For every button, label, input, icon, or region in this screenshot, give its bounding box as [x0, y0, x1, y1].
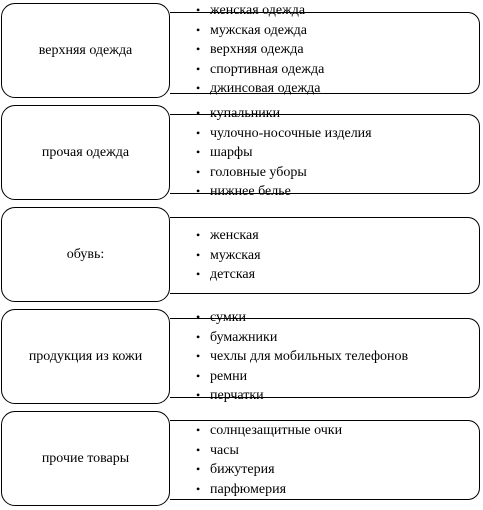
group-other-goods	[0, 411, 483, 508]
category-box	[1, 207, 170, 302]
category-box	[1, 309, 170, 404]
list-item: • чехлы для мобильных телефонов	[196, 347, 408, 367]
list-item: • чулочно-носочные изделия	[196, 124, 372, 144]
items-list	[196, 1, 324, 99]
list-item: • спортивная одежда	[196, 60, 324, 80]
list-item: • детская	[196, 265, 261, 285]
category-box	[1, 105, 170, 200]
list-item: • верхняя одежда	[196, 40, 324, 60]
list-item: • парфюмерия	[196, 480, 342, 500]
category-box	[1, 3, 170, 98]
list-item: • сумки	[196, 308, 408, 328]
category-box	[1, 411, 170, 506]
category-label: прочие товары	[41, 450, 130, 466]
items-list	[196, 104, 372, 202]
list-item: • перчатки	[196, 386, 408, 406]
list-item: • ремни	[196, 367, 408, 387]
group-outerwear	[0, 3, 483, 100]
list-item: • женская	[196, 226, 261, 246]
list-item: • джинсовая одежда	[196, 79, 324, 99]
group-other-clothing	[0, 105, 483, 202]
category-label: прочая одежда	[41, 144, 130, 160]
list-item: • женская одежда	[196, 1, 324, 21]
list-item: • солнцезащитные очки	[196, 421, 342, 441]
list-item: • часы	[196, 441, 342, 461]
list-item: • мужская	[196, 246, 261, 266]
list-item: • шарфы	[196, 143, 372, 163]
category-label: верхняя одежда	[38, 42, 133, 58]
list-item: • головные уборы	[196, 163, 372, 183]
list-item: • бижутерия	[196, 460, 342, 480]
list-item: • мужская одежда	[196, 21, 324, 41]
list-item: • нижнее белье	[196, 182, 372, 202]
items-list	[196, 226, 261, 285]
list-item: • бумажники	[196, 328, 408, 348]
group-footwear	[0, 207, 483, 304]
category-label: обувь:	[66, 246, 105, 262]
items-list	[196, 421, 342, 499]
group-leather-goods	[0, 309, 483, 406]
category-label: продукция из кожи	[28, 348, 143, 364]
list-item: • купальники	[196, 104, 372, 124]
items-list	[196, 308, 408, 406]
